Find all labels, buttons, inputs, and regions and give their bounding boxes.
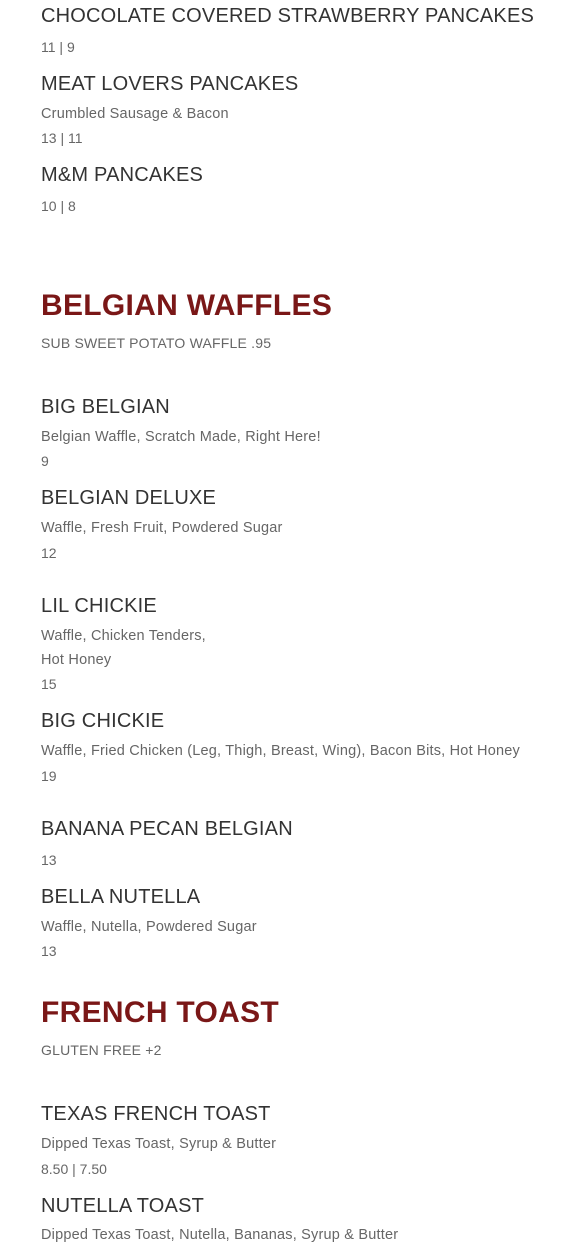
item-name: BIG CHICKIE: [41, 710, 165, 732]
item-name: LIL CHICKIE: [41, 595, 157, 617]
item-price: 10 | 8: [41, 198, 76, 214]
item-name: M&M PANCAKES: [41, 164, 204, 186]
item-price: 19: [41, 768, 57, 784]
item-description: Dipped Texas Toast, Syrup & Butter: [41, 1136, 277, 1152]
item-name: MEAT LOVERS PANCAKES: [41, 73, 299, 95]
section-title-belgian-waffles: BELGIAN WAFFLES: [41, 289, 333, 322]
item-description-line-2: Hot Honey: [41, 652, 112, 668]
item-price: 9: [41, 453, 49, 469]
item-description: Waffle, Fried Chicken (Leg, Thigh, Breast, Wing), Bacon Bits, Hot Honey: [41, 743, 520, 759]
item-price: 13: [41, 852, 57, 868]
item-name: BELLA NUTELLA: [41, 886, 201, 908]
item-description: Waffle, Nutella, Powdered Sugar: [41, 919, 257, 935]
item-name: BIG BELGIAN: [41, 396, 170, 418]
item-name: BELGIAN DELUXE: [41, 487, 217, 509]
item-price: 15: [41, 676, 57, 692]
item-price: 12: [41, 545, 57, 561]
item-name: CHOCOLATE COVERED STRAWBERRY PANCAKES: [41, 5, 535, 27]
item-description: Dipped Texas Toast, Nutella, Bananas, Syrup & Butter: [41, 1227, 399, 1243]
item-price: 11 | 9: [41, 39, 75, 55]
section-note: SUB SWEET POTATO WAFFLE .95: [41, 335, 272, 351]
item-price: 13 | 11: [41, 130, 83, 146]
item-name: TEXAS FRENCH TOAST: [41, 1103, 271, 1125]
item-description: Waffle, Fresh Fruit, Powdered Sugar: [41, 520, 283, 536]
section-title-french-toast: FRENCH TOAST: [41, 996, 280, 1029]
item-name: BANANA PECAN BELGIAN: [41, 818, 293, 840]
item-description: Waffle, Chicken Tenders,: [41, 628, 206, 644]
item-price: 8.50 | 7.50: [41, 1161, 107, 1177]
item-price: 13: [41, 943, 57, 959]
item-description: Belgian Waffle, Scratch Made, Right Here!: [41, 429, 321, 445]
item-name: NUTELLA TOAST: [41, 1195, 205, 1217]
section-note: GLUTEN FREE +2: [41, 1042, 162, 1058]
item-description: Crumbled Sausage & Bacon: [41, 106, 229, 122]
